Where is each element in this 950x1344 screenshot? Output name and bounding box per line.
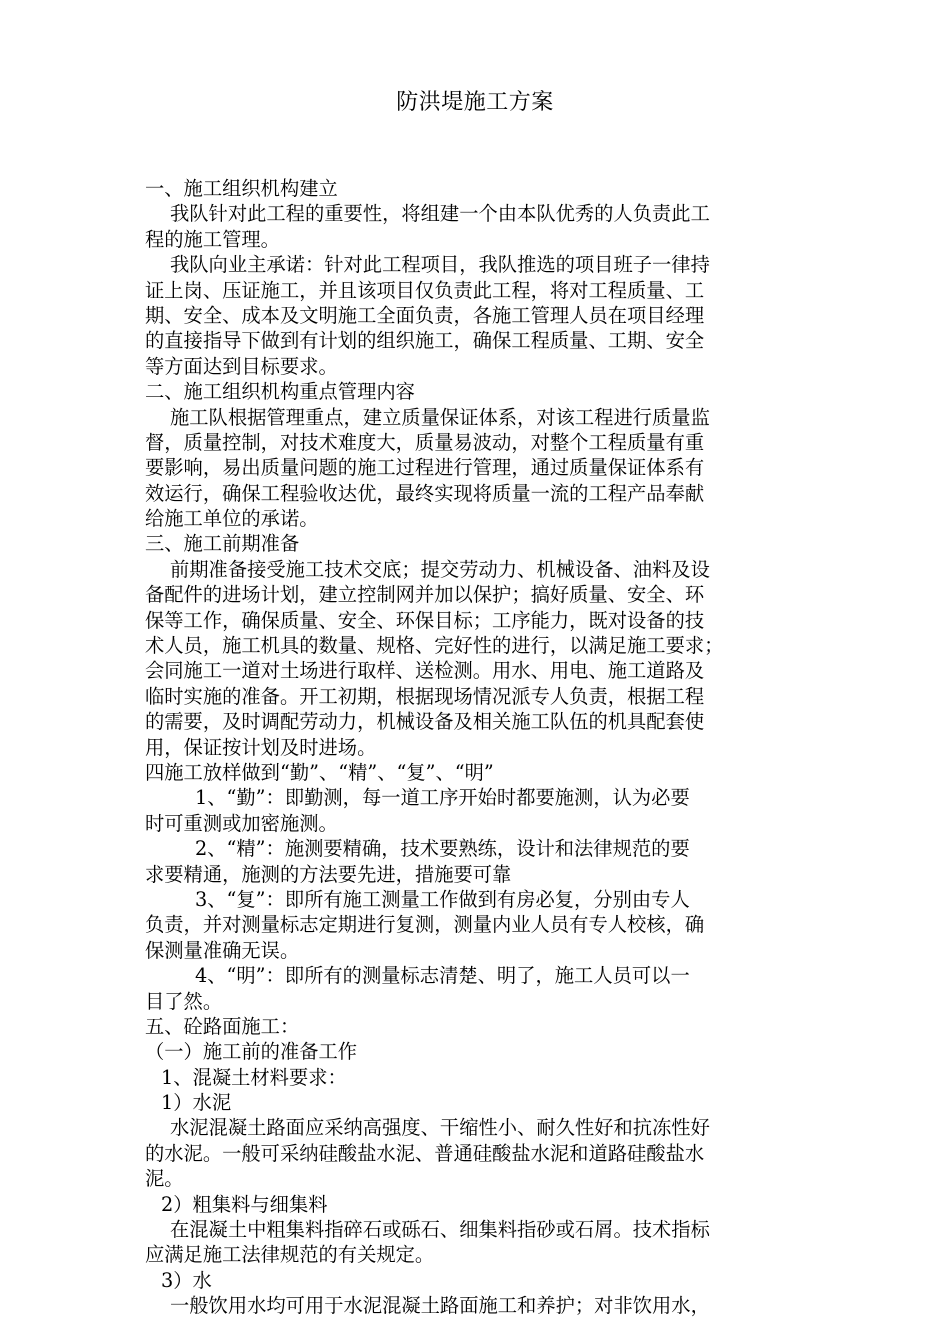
paragraph-line: 应满足施工法律规范的有关规定。: [145, 1243, 435, 1267]
list-item-line: 求要精通，施测的方法要先进，措施要可靠: [145, 862, 512, 886]
item-heading: 3）水: [161, 1268, 212, 1292]
paragraph-line: 我队针对此工程的重要性，将组建一个由本队优秀的人负责此工: [170, 202, 710, 226]
paragraph-line: 我队向业主承诺：针对此工程项目，我队推选的项目班子一律持: [170, 253, 710, 277]
paragraph-line: 水泥混凝土路面应采纳高强度、干缩性小、耐久性好和抗冻性好: [170, 1116, 710, 1140]
paragraph-line: 督，质量控制，对技术难度大，质量易波动，对整个工程质量有重: [145, 430, 705, 454]
paragraph-line: 会同施工一道对土场进行取样、送检测。用水、用电、施工道路及: [145, 659, 705, 683]
list-item-line: 2、“精”：施测要精确，技术要熟练，设计和法律规范的要: [195, 837, 690, 861]
document-body: [145, 176, 807, 1319]
section-heading-4: 四施工放样做到“勤”、“精”、“复”、“明”: [145, 760, 494, 784]
subsection-heading: （一）施工前的准备工作: [145, 1040, 358, 1064]
paragraph-line: 前期准备接受施工技术交底；提交劳动力、机械设备、油料及设: [170, 557, 710, 581]
list-item-line: 保测量准确无误。: [145, 938, 300, 962]
item-heading: 1）水泥: [161, 1091, 232, 1115]
list-item-line: 4、“明”：即所有的测量标志清楚、明了，施工人员可以一: [195, 964, 690, 988]
paragraph-line: 在混凝土中粗集料指碎石或砾石、细集料指砂或石屑。技术指标: [170, 1218, 710, 1242]
subsection-heading: 1、混凝土材料要求：: [161, 1065, 347, 1089]
paragraph-line: 程的施工管理。: [145, 227, 280, 251]
list-item-line: 1、“勤”：即勤测，每一道工序开始时都要施测，认为必要: [195, 786, 690, 810]
item-heading: 2）粗集料与细集料: [161, 1192, 328, 1216]
paragraph-line: 要影响，易出质量问题的施工过程进行管理，通过质量保证体系有: [145, 456, 705, 480]
paragraph-line: 备配件的进场计划，建立控制网并加以保护；搞好质量、安全、环: [145, 583, 705, 607]
paragraph-line: 给施工单位的承诺。: [145, 507, 319, 531]
paragraph-line: 期、安全、成本及文明施工全面负责，各施工管理人员在项目经理: [145, 303, 705, 327]
paragraph-line: 施工队根据管理重点，建立质量保证体系，对该工程进行质量监: [170, 405, 710, 429]
paragraph-line: 用，保证按计划及时进场。: [145, 735, 377, 759]
paragraph-line: 一般饮用水均可用于水泥混凝土路面施工和养护；对非饮用水，: [170, 1294, 710, 1318]
paragraph-line: 效运行，确保工程验收达优，最终实现将质量一流的工程产品奉献: [145, 481, 705, 505]
list-item-line: 3、“复”：即所有施工测量工作做到有房必复，分别由专人: [195, 887, 690, 911]
paragraph-line: 的直接指导下做到有计划的组织施工，确保工程质量、工期、安全: [145, 329, 705, 353]
section-heading-1: 一、施工组织机构建立: [145, 177, 338, 200]
paragraph-line: 的水泥。一般可采纳硅酸盐水泥、普通硅酸盐水泥和道路硅酸盐水: [145, 1141, 705, 1165]
section-heading-2: 二、施工组织机构重点管理内容: [145, 380, 415, 404]
list-item-line: 目了然。: [145, 989, 223, 1013]
paragraph-line: 的需要，及时调配劳动力，机械设备及相关施工队伍的机具配套使: [145, 710, 705, 734]
paragraph-line: 保等工作，确保质量、安全、环保目标；工序能力，既对设备的技: [145, 608, 705, 632]
paragraph-line: 证上岗、压证施工，并且该项目仅负责此工程，将对工程质量、工: [145, 278, 705, 302]
list-item-line: 时可重测或加密施测。: [145, 811, 338, 835]
document-title: 防洪堤施工方案: [396, 90, 554, 115]
paragraph-line: 术人员，施工机具的数量、规格、完好性的进行，以满足施工要求；: [145, 634, 724, 658]
paragraph-line: 泥。: [145, 1167, 184, 1191]
paragraph-line: 等方面达到目标要求。: [145, 354, 338, 378]
paragraph-line: 临时实施的准备。开工初期，根据现场情况派专人负责，根据工程: [145, 684, 705, 708]
section-heading-3: 三、施工前期准备: [145, 532, 300, 556]
section-heading-5: 五、砼路面施工：: [145, 1014, 300, 1038]
list-item-line: 负责，并对测量标志定期进行复测，测量内业人员有专人校核，确: [145, 913, 705, 937]
